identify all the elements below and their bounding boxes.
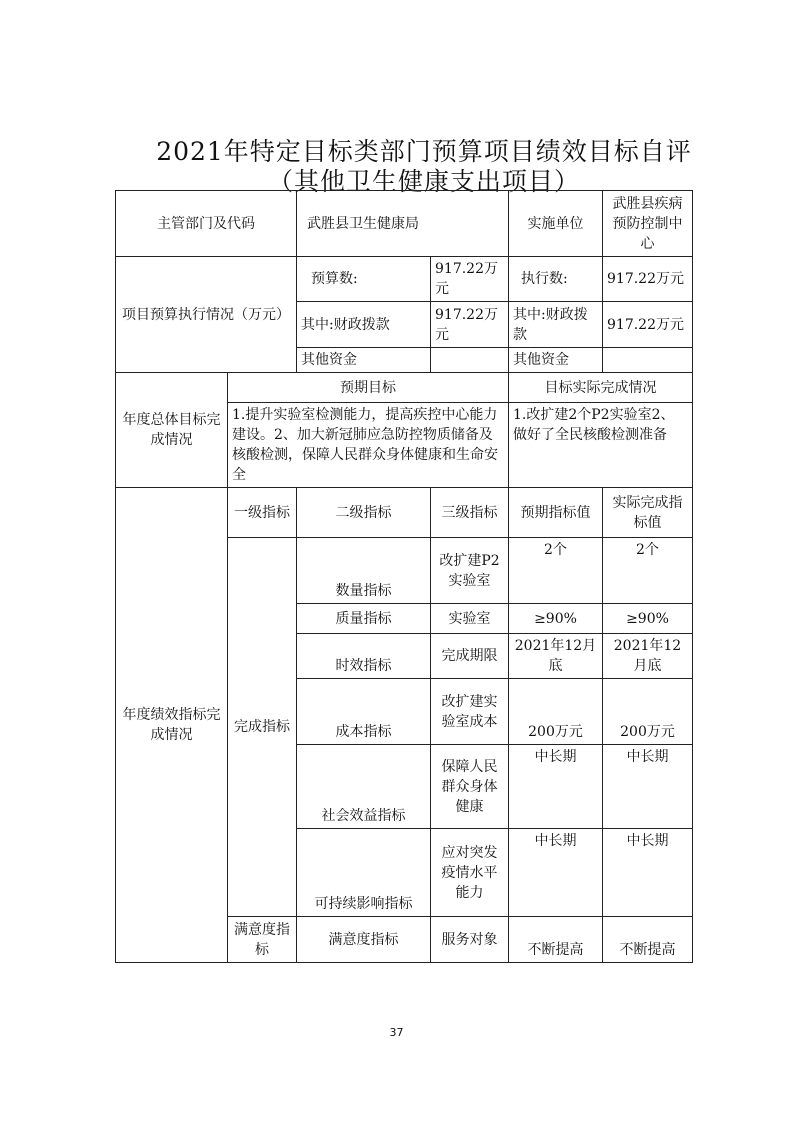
level3-cell: 应对突发疫情水平能力	[431, 829, 509, 917]
impl-value: 武胜县疾病预防控制中心	[603, 191, 693, 257]
budget-count-value: 917.22万元	[431, 257, 509, 302]
header-level3: 三级指标	[431, 488, 509, 538]
actual-value: 中长期	[603, 745, 693, 829]
actual-value: 2个	[603, 538, 693, 604]
level2-cell: 数量指标	[297, 538, 431, 604]
expected-value: 200万元	[509, 679, 603, 745]
other-exec-label: 其他资金	[509, 348, 603, 373]
level2-cell: 满意度指标	[297, 917, 431, 963]
document-subtitle: （其他卫生健康支出项目）	[268, 167, 581, 196]
expected-value: 2个	[509, 538, 603, 604]
expected-goal-text: 1.提升实验室检测能力，提高疾控中心能力建设。2、加大新冠肺应急防控物质储备及核酸检测，保障人民群众身体健康和生命安全	[228, 403, 509, 488]
fiscal-exec-value: 917.22万元	[603, 302, 693, 348]
level3-cell: 完成期限	[431, 634, 509, 679]
table-row	[116, 257, 693, 302]
dept-label: 主管部门及代码	[116, 191, 297, 257]
level1-completion: 完成指标	[228, 538, 297, 917]
actual-value: 2021年12月底	[603, 634, 693, 679]
expected-value: 2021年12月底	[509, 634, 603, 679]
exec-count-value: 917.22万元	[603, 257, 693, 302]
expected-value: ≥90%	[509, 604, 603, 634]
level2-cell: 质量指标	[297, 604, 431, 634]
table-row	[116, 191, 693, 257]
document-title: 2021年特定目标类部门预算项目绩效目标自评	[156, 137, 692, 166]
actual-value: ≥90%	[603, 604, 693, 634]
level3-cell: 服务对象	[431, 917, 509, 963]
actual-goal-text: 1.改扩建2个P2实验室2、做好了全民核酸检测准备	[509, 403, 693, 488]
level3-cell: 改扩建P2实验室	[431, 538, 509, 604]
table-row	[116, 488, 693, 538]
fiscal-budget-label: 其中:财政拨款	[297, 302, 431, 348]
fiscal-budget-value: 917.22万元	[431, 302, 509, 348]
annual-goal-label: 年度总体目标完成情况	[116, 373, 228, 488]
actual-value: 不断提高	[603, 917, 693, 963]
actual-value: 中长期	[603, 829, 693, 917]
expected-goal-header: 预期目标	[228, 373, 509, 403]
exec-count-label: 执行数:	[509, 257, 603, 302]
level2-cell: 成本指标	[297, 679, 431, 745]
actual-goal-header: 目标实际完成情况	[509, 373, 693, 403]
dept-value: 武胜县卫生健康局	[297, 191, 509, 257]
performance-table	[115, 190, 693, 963]
budget-count-label: 预算数:	[297, 257, 431, 302]
other-budget-value	[431, 348, 509, 373]
fiscal-exec-label: 其中:财政拨款	[509, 302, 603, 348]
header-actual: 实际完成指标值	[603, 488, 693, 538]
header-expected: 预期指标值	[509, 488, 603, 538]
table-row	[116, 373, 693, 403]
expected-value: 不断提高	[509, 917, 603, 963]
header-level1: 一级指标	[228, 488, 297, 538]
other-budget-label: 其他资金	[297, 348, 431, 373]
level3-cell: 保障人民群众身体健康	[431, 745, 509, 829]
level3-cell: 实验室	[431, 604, 509, 634]
impl-label: 实施单位	[509, 191, 603, 257]
level3-cell: 改扩建实验室成本	[431, 679, 509, 745]
level2-cell: 社会效益指标	[297, 745, 431, 829]
page-number: 37	[389, 1026, 404, 1039]
level1-satisfaction: 满意度指标	[228, 917, 297, 963]
other-exec-value	[603, 348, 693, 373]
actual-value: 200万元	[603, 679, 693, 745]
budget-label: 项目预算执行情况（万元）	[116, 257, 297, 373]
expected-value: 中长期	[509, 745, 603, 829]
level2-cell: 时效指标	[297, 634, 431, 679]
header-level2: 二级指标	[297, 488, 431, 538]
indicator-label: 年度绩效指标完成情况	[116, 488, 228, 963]
expected-value: 中长期	[509, 829, 603, 917]
level2-cell: 可持续影响指标	[297, 829, 431, 917]
